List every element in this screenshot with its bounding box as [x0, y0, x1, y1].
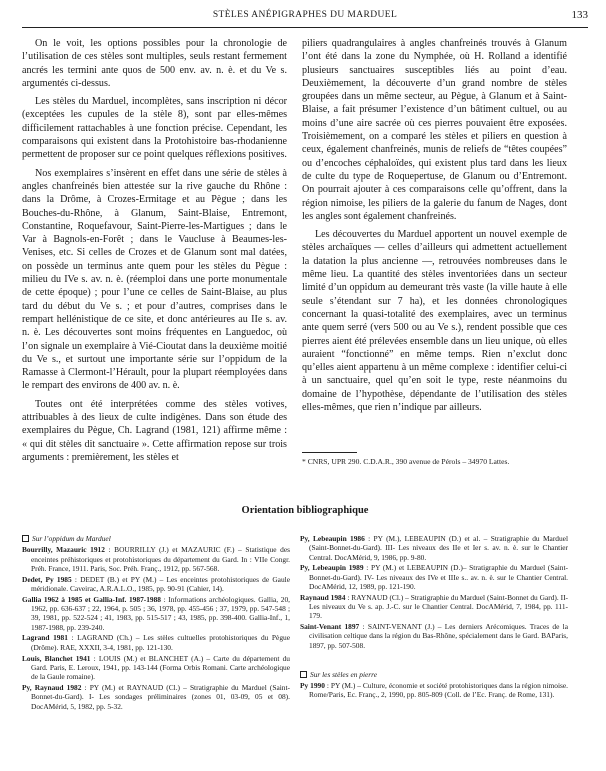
section-title-text: Sur l’oppidum du Marduel [32, 534, 111, 543]
page-number: 133 [571, 9, 588, 21]
citation-key: Py 1990 [300, 680, 325, 690]
bibliography-entry [22, 633, 290, 652]
bibliography-entry [300, 593, 568, 621]
citation-text: : BOURRILLY (J.) et MAZAURIC (F.) – Statistique des enceintes préhistoriques et protohistoriques du département du Gard. In : VIIe Congr. Préh. France, 1911. Paris, Soc. Préh. Franç., 1912, pp. 567-568. [31, 545, 290, 573]
citation-key: Saint-Venant 1897 [300, 622, 360, 632]
paragraph: On le voit, les options possibles pour la chronologie de l’utilisation de ces stèles sont multiples, seuls restant fermement ancrés les termini ante quos de 500 env. av. n. è. et du Ve s. argumentés ci-dessus. [22, 38, 287, 89]
bibliography-entry [22, 575, 290, 594]
citation-key: Py, Lebeaupin 1986 [300, 534, 365, 543]
running-title: STÈLES ANÉPIGRAPHES DU MARDUEL [212, 10, 398, 20]
footnote: * CNRS, UPR 290. C.D.A.R., 390 avenue de Pérols – 34970 Lattes. [302, 457, 510, 466]
bibliography-entry [300, 622, 568, 650]
citation-text: : PY (M.) et RAYNAUD (Cl.) – Stratigraphie du Marduel (Saint-Bonnet-du-Gard). I- Les sondages préliminaires (zones 01, 03-09, 05 et 08). DocAMérid, 5, 1982, pp. 5-32. [31, 682, 290, 711]
bibliography-list [22, 545, 290, 711]
citation-text: : LAGRAND (Ch.) – Les stèles cultuelles protohistoriques du Pègue (Drôme). RAE, XXXII, 3-4, 1981, pp. 121-130. [31, 633, 290, 652]
bibliography-list [300, 681, 568, 700]
citation-text: : PY (M.), LEBEAUPIN (D.) et al. – Stratigraphie du Marduel (Saint-Bonnet-du-Gard). III- Les niveaux des IIe et Ier s. av. n. è. sur le Chantier Central. DocAMérid, 9, 1986, pp. 9-80. [309, 534, 569, 562]
paragraph: Nos exemplaires s’insèrent en effet dans une série de stèles à angles chanfreinés bien attestée sur la rive gauche du Rhône : dans la Drôme, à Crozes-Ermitage et au Pègue ; dans les Bouches-du-Rhône, à Glanum, Saint-Blaise, Entremont, Constantine, Roquefavour, Saint-Pierre-les-Martigues ; dans le Var à Bagnols-en-Forêt ; dans le Vaucluse à Beaumes-les-Venises, etc. Si celles de Crozes et de Glanum sont mal datées, on possède un terminus ante quem pour les stèles du Pègue : milieu du IVe s. av. n. è. (réemploi dans une porte monumentale de cette époque) ; pour l’une ce celles de Saint-Blaise, au plus tard du début du Ve s. ; et pour d’autres, comprises dans le rempart hellénistique de ce site, et donc antérieures au IIe s. av. n. è. Les découvertes sont moins fréquentes en Languedoc, où l’on signale un exemplaire à Vié-Cioutat dans la deuxième moitié du Ve s., et surtout une importante série sur l’oppidum de la Ramasse à Clermont-l’Hérault, pour la plupart réemployées dans le rempart des environs de 400 av. n. è. [22, 167, 287, 392]
bibliography-entry [300, 563, 568, 591]
paragraph: Les stèles du Marduel, incomplètes, sans inscription ni décor (exceptées les cupules de la stèle 8), sont par elles-mêmes difficilement rattachables à une fonction précise. Cependant, les comparaisons qui existent dans la Protohistoire bas-rhodanienne permettent de proposer sur ce point quelques réflexions positives. [22, 96, 287, 161]
page-header [22, 10, 588, 26]
body-column-left [22, 37, 287, 464]
citation-key: Lagrand 1981 [22, 633, 68, 643]
bibliography-column-left [22, 534, 290, 712]
section-title-text: Sur les stèles en pierre [310, 669, 378, 679]
citation-key: Raynaud 1984 [300, 592, 346, 602]
citation-key: Py, Lebeaupin 1989 [300, 563, 364, 573]
citation-text: : PY (M.) et LEBEAUPIN (D.)– Stratigraphie du Marduel (Saint-Bonnet-du-Gard). IV- Les niveaux des IVe et IIIe s.. av. n. è. sur le Chantier Central. DocAMérid, 12, 1989, pp. 121-190. [309, 563, 568, 591]
bibliography-entry [300, 534, 568, 562]
footnote-rule [302, 452, 357, 453]
citation-text: : SAINT-VENANT (J.) – Les derniers Arécomiques. Traces de la civilisation celtique dans la région du Bas-Rhône, spécialement dans le Gard. BAParis, 1897, pp. 507-508. [309, 622, 568, 650]
bibliography-entry [300, 681, 568, 700]
citation-text: : RAYNAUD (Cl.) – Stratigraphie du Marduel (Saint-Bonnet du Gard). II- Les niveaux du Ve s. ap. J.-C. sur le Chantier Central. DocAMérid, 7, 1984, pp. 111-179. [309, 592, 568, 621]
square-bullet-icon [22, 535, 29, 542]
citation-key: Gallia 1962 à 1985 et Gallia-Inf. 1987-1988 [22, 594, 162, 604]
citation-key: Dedet, Py 1985 [22, 574, 72, 584]
citation-text: : Informations archéologiques. Gallia, 20, 1962, pp. 636-637 ; 22, 1964, p. 505 ; 36, 1978, pp. 455-456 ; 37, 1979, pp. 547-548 ; 39, 1981, pp. 522-524 ; 41, 1983, pp. 515-517 ; 43, 1985, pp. 398-400. Gallia-Inf., 1, 1987-1988, pp. 239-240. [31, 594, 290, 632]
citation-text: : PY (M.) – Culture, économie et société protohistoriques dans la région nimoise. Rome/Paris, Ec. Franç., 2, 1990, pp. 805-809 (Coll. de l’Ec. Franç. de Rome, 131). [309, 680, 568, 700]
citation-key: Py, Raynaud 1982 [22, 682, 82, 692]
bibliography-heading: Orientation bibliographique [241, 505, 369, 516]
bibliography-entry [22, 683, 290, 711]
bibliography-entry [22, 545, 290, 573]
bibliography-list [300, 534, 568, 650]
bibliography-section-title [300, 670, 568, 679]
paragraph: Les découvertes du Marduel apportent un nouvel exemple de stèles archaïques — celles d’ailleurs qui admettent actuellement la datation la plus ancienne —, retrouvées nombreuses dans le même lieu. La quantité des stèles inventoriées dans un secteur limité d’un oppidum au demeurant très vaste (la ville haute à elle seule s’étendant sur 7 ha), et les données chronologiques concernant la quasi-totalité des exemplaires, avec un terminus ante quem serré (vers 500 ou au Ve s.), rendent possible que ces pierres aient été prélevées ensemble dans un lieu unique, où elles auraient “fonctionné” en même temps. Rien n’exclut donc qu’elles aient appartenu à un même complexe : identifier celui-ci à un sanctuaire, quel qu’en soit le type, reste néanmoins du domaine de l’hypothèse, dépendante de l’utilisation des stèles elles-mêmes, que rien n’indique par ailleurs. [302, 229, 567, 414]
citation-text: : DEDET (B.) et PY (M.) – Les enceintes protohistoriques de Gaule méridionale. Caveirac, A.R.A.L.O., 1985, pp. 90-91 (Cahier, 14). [31, 574, 290, 593]
citation-text: : LOUIS (M.) et BLANCHET (A.) – Carte du département du Gard. Paris, E. Leroux, 1941, pp. 143-144 (Forma Orbis Romani. Carte archéologique de la Gaule romaine). [31, 653, 290, 682]
paragraph: Toutes ont été interprétées comme des stèles votives, attribuables à des lieux de culte indigènes. Dans son étude des exemplaires du Pègue, Ch. Lagrand (1981, 121) affirme même : « qui dit stèles dit sanctuaire ». Cette affirmation repose sur trois arguments : premièrement, les stèles et [22, 398, 287, 463]
header-rule [22, 27, 588, 28]
bibliography-entry [22, 654, 290, 682]
paragraph: piliers quadrangulaires à angles chanfreinés trouvés à Glanum l’ont été dans la zone du Nymphée, où H. Rolland a identifié plusieurs sanctuaires susceptibles liés au point d’eau. Deuxièmement, la découverte d’un grand nombre de stèles groupées dans un même secteur, au Pègue, à Glanum et à Saint-Blaise, a fait présumer l’existence d’un bâtiment cultuel, ou au moins d’une aire sacrée où ces pierres pouvaient être exposées. Troisièmement, on a comparé les stèles et piliers en question à ceux, également chanfreinés, munis de reliefs de “têtes coupées” ou d’encoches céphaloïdes, qui existent plus tard dans les lieux de culte du type de Roquepertuse, de Glanum ou d’Entremont. On pourrait ajouter à ces comparaisons celle qu’offrent, dans la région nimoise, les piliers de la galerie du fanum de Nages, dont les angles sont également chanfreinés. [302, 38, 567, 222]
body-column-right [302, 37, 567, 414]
citation-key: Bourrilly, Mazauric 1912 [22, 545, 105, 555]
citation-key: Louis, Blanchet 1941 [22, 653, 91, 663]
bibliography-section-title [22, 534, 290, 543]
bibliography-entry [22, 595, 290, 632]
bibliography-column-right [300, 534, 568, 701]
square-bullet-icon [300, 671, 307, 678]
